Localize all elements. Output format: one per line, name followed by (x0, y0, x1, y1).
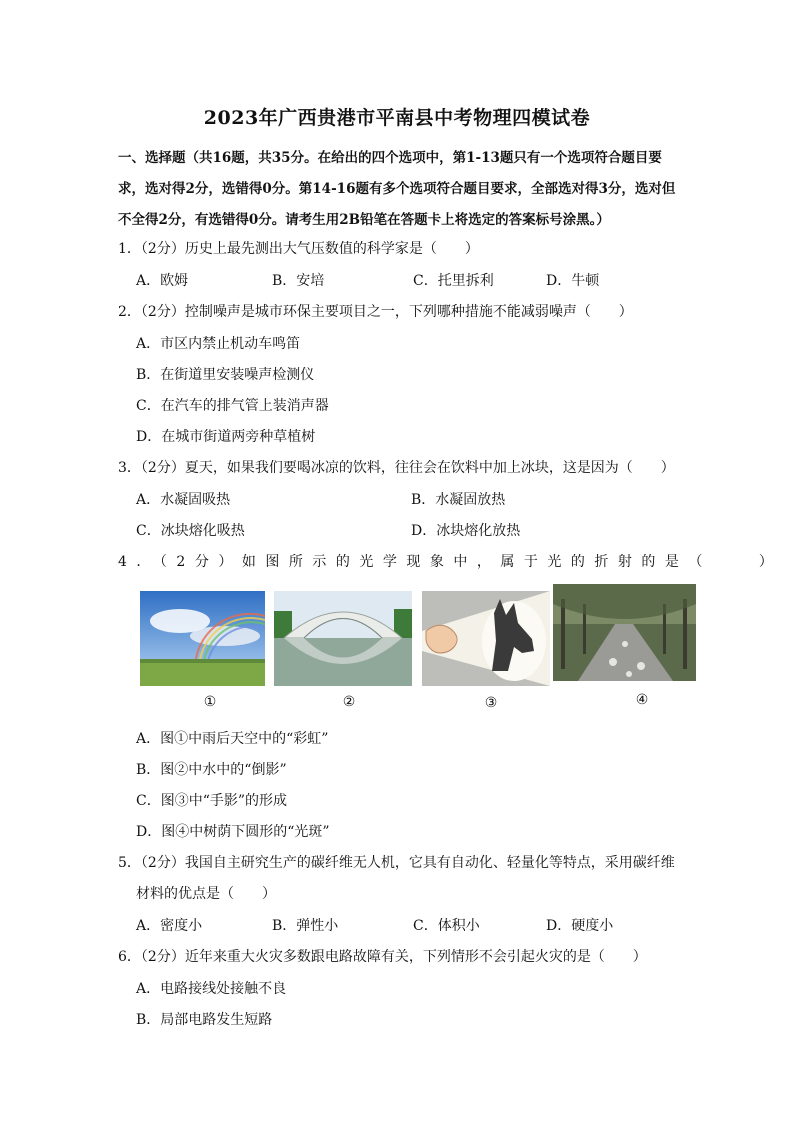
exam-title: 2023年广西贵港市平南县中考物理四模试卷 (203, 107, 591, 129)
q1-option-b: B．安培 (272, 273, 325, 289)
q4-option-a: A．图①中雨后天空中的“彩虹” (136, 731, 329, 747)
q6-option-b: B．局部电路发生短路 (136, 1012, 273, 1028)
q3-option-c: C．冰块熔化吸热 (136, 523, 245, 539)
q1-option-a: A．欧姆 (136, 273, 189, 289)
q2-option-d: D．在城市街道两旁种草植树 (136, 429, 316, 445)
figure-tree-shade (553, 584, 696, 681)
question-5-stem-line2: 材料的优点是（ ） (136, 886, 276, 902)
q3-option-a: A．水凝固吸热 (136, 492, 231, 508)
question-3-stem: 3．（2分）夏天，如果我们要喝冰凉的饮料，往往会在饮料中加上冰块，这是因为（ ） (118, 460, 675, 476)
question-5-stem-line1: 5．（2分）我国自主研究生产的碳纤维无人机，它具有自动化、轻量化等特点，采用碳纤维 (118, 855, 675, 871)
q2-option-b: B．在街道里安装噪声检测仪 (136, 367, 315, 383)
figure-hand-shadow (422, 591, 550, 686)
figure-bridge-reflection (274, 591, 412, 686)
question-1-stem: 1．（2分）历史上最先测出大气压数值的科学家是（ ） (118, 241, 479, 257)
q4-option-d: D．图④中树荫下圆形的“光斑” (136, 824, 330, 840)
q5-option-c: C．体积小 (413, 918, 480, 934)
figure-label-3: ③ (484, 695, 498, 711)
q4-option-b: B．图②中水中的“倒影” (136, 762, 287, 778)
q2-option-c: C．在汽车的排气管上装消声器 (136, 398, 329, 414)
question-2-stem: 2．（2分）控制噪声是城市环保主要项目之一，下列哪种措施不能减弱噪声（ ） (118, 304, 633, 320)
q4-option-c: C．图③中“手影”的形成 (136, 793, 288, 809)
question-6-stem: 6．（2分）近年来重大火灾多数跟电路故障有关，下列情形不会引起火灾的是（ ） (118, 949, 647, 965)
figure-rainbow (140, 591, 265, 686)
figure-label-2: ② (342, 694, 356, 710)
q3-option-b: B．水凝固放热 (411, 492, 506, 508)
q5-option-a: A．密度小 (136, 918, 203, 934)
section-1-instructions: 一、选择题（共16题，共35分。在给出的四个选项中，第1-13题只有一个选项符合题目要求，选对得2分，选错得0分。第14-16题有多个选项符合题目要求，全部选对得3分，选对但不全得2分，有选错得0分。请考生用2B铅笔在答题卡上将选定的答案标号涂黑。） (118, 150, 676, 228)
question-4-stem: 4．（2分）如图所示的光学现象中，属于光的折射的是（ ） (118, 554, 783, 570)
q1-option-c: C．托里拆利 (413, 273, 494, 289)
figure-label-4: ④ (635, 692, 649, 708)
q5-option-d: D．硬度小 (546, 918, 614, 934)
q5-option-b: B．弹性小 (272, 918, 339, 934)
figure-label-1: ① (203, 694, 217, 710)
q2-option-a: A．市区内禁止机动车鸣笛 (136, 336, 301, 352)
q6-option-a: A．电路接线处接触不良 (136, 981, 287, 997)
q1-option-d: D．牛顿 (546, 273, 600, 289)
q3-option-d: D．冰块熔化放热 (411, 523, 521, 539)
